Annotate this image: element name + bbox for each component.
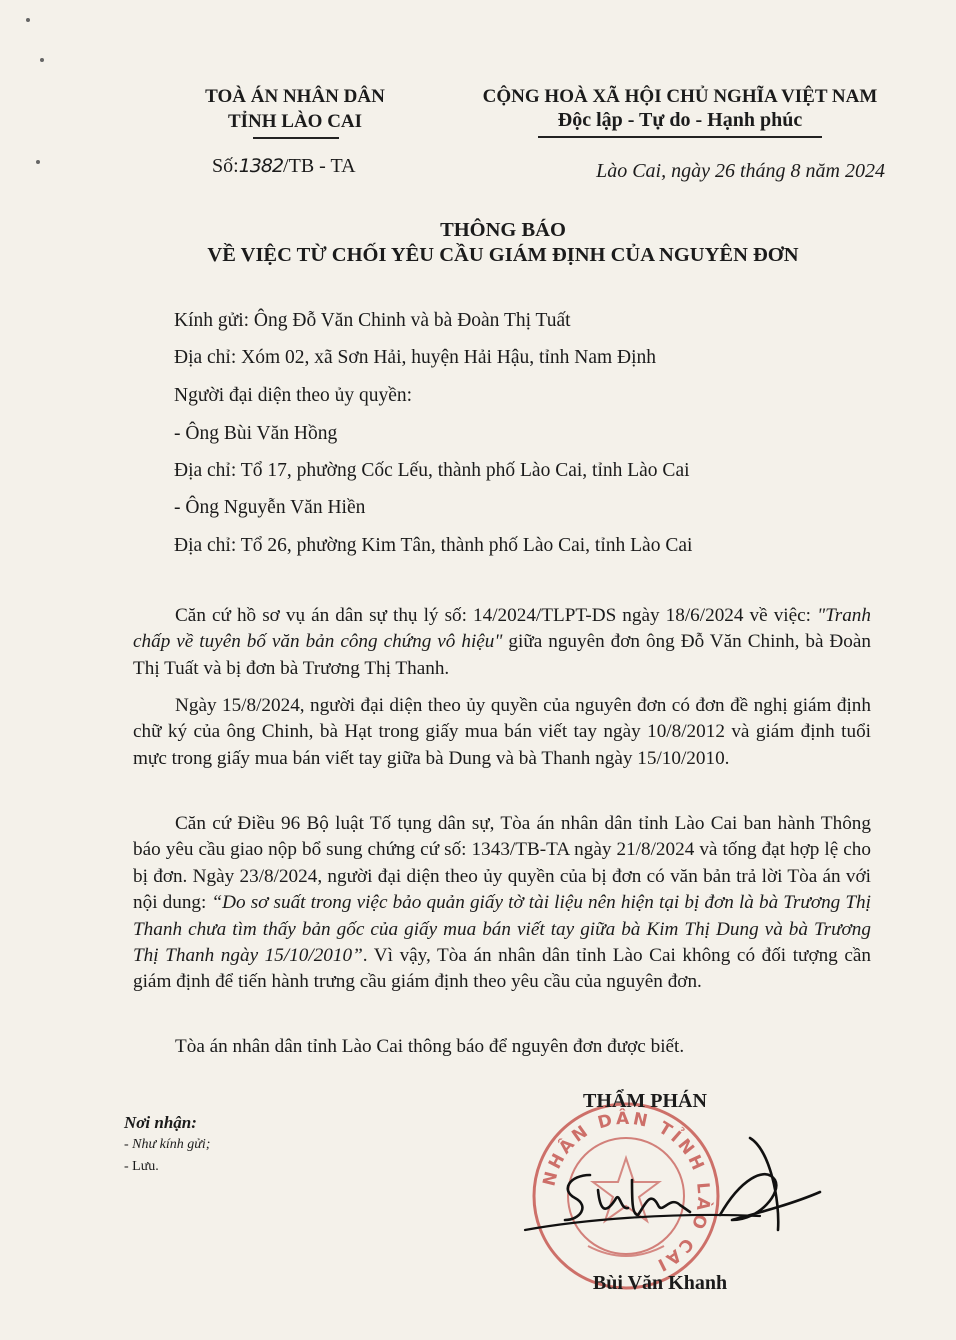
number-suffix: /TB - TA	[283, 155, 356, 177]
body-paragraph: Tòa án nhân dân tỉnh Lào Cai thông báo để nguyên đơn được biết.	[175, 1036, 685, 1057]
punch-mark	[26, 18, 30, 22]
addressee-line: Kính gửi: Ông Đỗ Văn Chinh và bà Đoàn Thị Tuất	[174, 310, 571, 331]
representative-address: Địa chỉ: Tổ 26, phường Kim Tân, thành phố Lào Cai, tỉnh Lào Cai	[174, 535, 693, 556]
place-date: Lào Cai, ngày 26 tháng 8 năm 2024	[596, 160, 885, 182]
seal-text: NHÂN DÂN TỈNH LÀO CAI	[539, 1108, 714, 1276]
recipient-item: - Lưu.	[124, 1159, 159, 1174]
country-name: CỘNG HOÀ XÃ HỘI CHỦ NGHĨA VIỆT NAM	[482, 86, 878, 107]
signer-name: Bùi Văn Khanh	[592, 1272, 728, 1294]
address-line: Địa chỉ: Xóm 02, xã Sơn Hải, huyện Hải Hậu, tỉnh Nam Định	[174, 347, 657, 368]
number-handwritten: 1382	[238, 155, 284, 177]
body-paragraph: Căn cứ hồ sơ vụ án dân sự thụ lý số: 14/2024/TLPT-DS ngày 18/6/2024 về việc: "Tranh chấp về tuyên bố văn bản công chứng vô hiệu" giữa nguyên đơn ông Đỗ Văn Chinh, bà Đoàn Thị Tuất và bị đơn bà Trương Thị Thanh.	[133, 605, 871, 679]
country-motto: Độc lập - Tự do - Hạnh phúc	[557, 109, 803, 131]
recipients-label: Nơi nhận:	[124, 1113, 197, 1132]
court-name: TOÀ ÁN NHÂN DÂN	[205, 86, 385, 107]
court-province: TỈNH LÀO CAI	[227, 111, 363, 132]
document-number	[212, 155, 356, 178]
punch-mark	[40, 58, 44, 62]
representative-name: - Ông Bùi Văn Hồng	[174, 423, 338, 444]
notice-subject: VỀ VIỆC TỪ CHỐI YÊU CẦU GIÁM ĐỊNH CỦA NGUYÊN ĐƠN	[207, 244, 799, 266]
representative-label: Người đại diện theo ủy quyền:	[174, 385, 413, 406]
representative-name: - Ông Nguyễn Văn Hiền	[174, 497, 366, 518]
representative-address: Địa chỉ: Tổ 17, phường Cốc Lếu, thành phố Lào Cai, tỉnh Lào Cai	[174, 460, 690, 481]
notice-title: THÔNG BÁO	[440, 219, 566, 241]
signer-role: THẨM PHÁN	[583, 1090, 707, 1112]
body-paragraph: Ngày 15/8/2024, người đại diện theo ủy quyền của nguyên đơn có đơn đề nghị giám định chữ ký của ông Chinh, bà Hạt trong giấy mua bán viết tay ngày 10/8/2012 và giám định tuổi mực trong giấy mua bán viết tay giữa bà Dung và bà Thanh ngày 15/10/2010.	[133, 695, 871, 769]
header-left-underline	[253, 137, 339, 139]
header-right-underline	[538, 136, 822, 138]
punch-mark	[36, 160, 40, 164]
body-paragraph: Căn cứ Điều 96 Bộ luật Tố tụng dân sự, Tòa án nhân dân tỉnh Lào Cai ban hành Thông báo yêu cầu giao nộp bổ sung chứng cứ số: 1343/TB-TA ngày 21/8/2024 và tống đạt hợp lệ cho bị đơn. Ngày 23/8/2024, người đại diện theo ủy quyền của bị đơn có văn bản trả lời Tòa án với nội dung: “Do sơ suất trong việc bảo quản giấy tờ tài liệu nên hiện tại bị đơn là bà Trương Thị Thanh chưa tìm thấy bản gốc của giấy mua bán viết tay giữa bà Kim Thị Dung và bà Trương Thị Thanh ngày 15/10/2010”. Vì vậy, Tòa án nhân dân tỉnh Lào Cai không có đối tượng cần giám định để tiến hành trưng cầu giám định theo yêu cầu của nguyên đơn.	[133, 813, 871, 993]
recipient-item: - Như kính gửi;	[124, 1137, 211, 1152]
number-prefix: Số:	[212, 155, 239, 177]
handwritten-signature-icon	[520, 1120, 830, 1250]
